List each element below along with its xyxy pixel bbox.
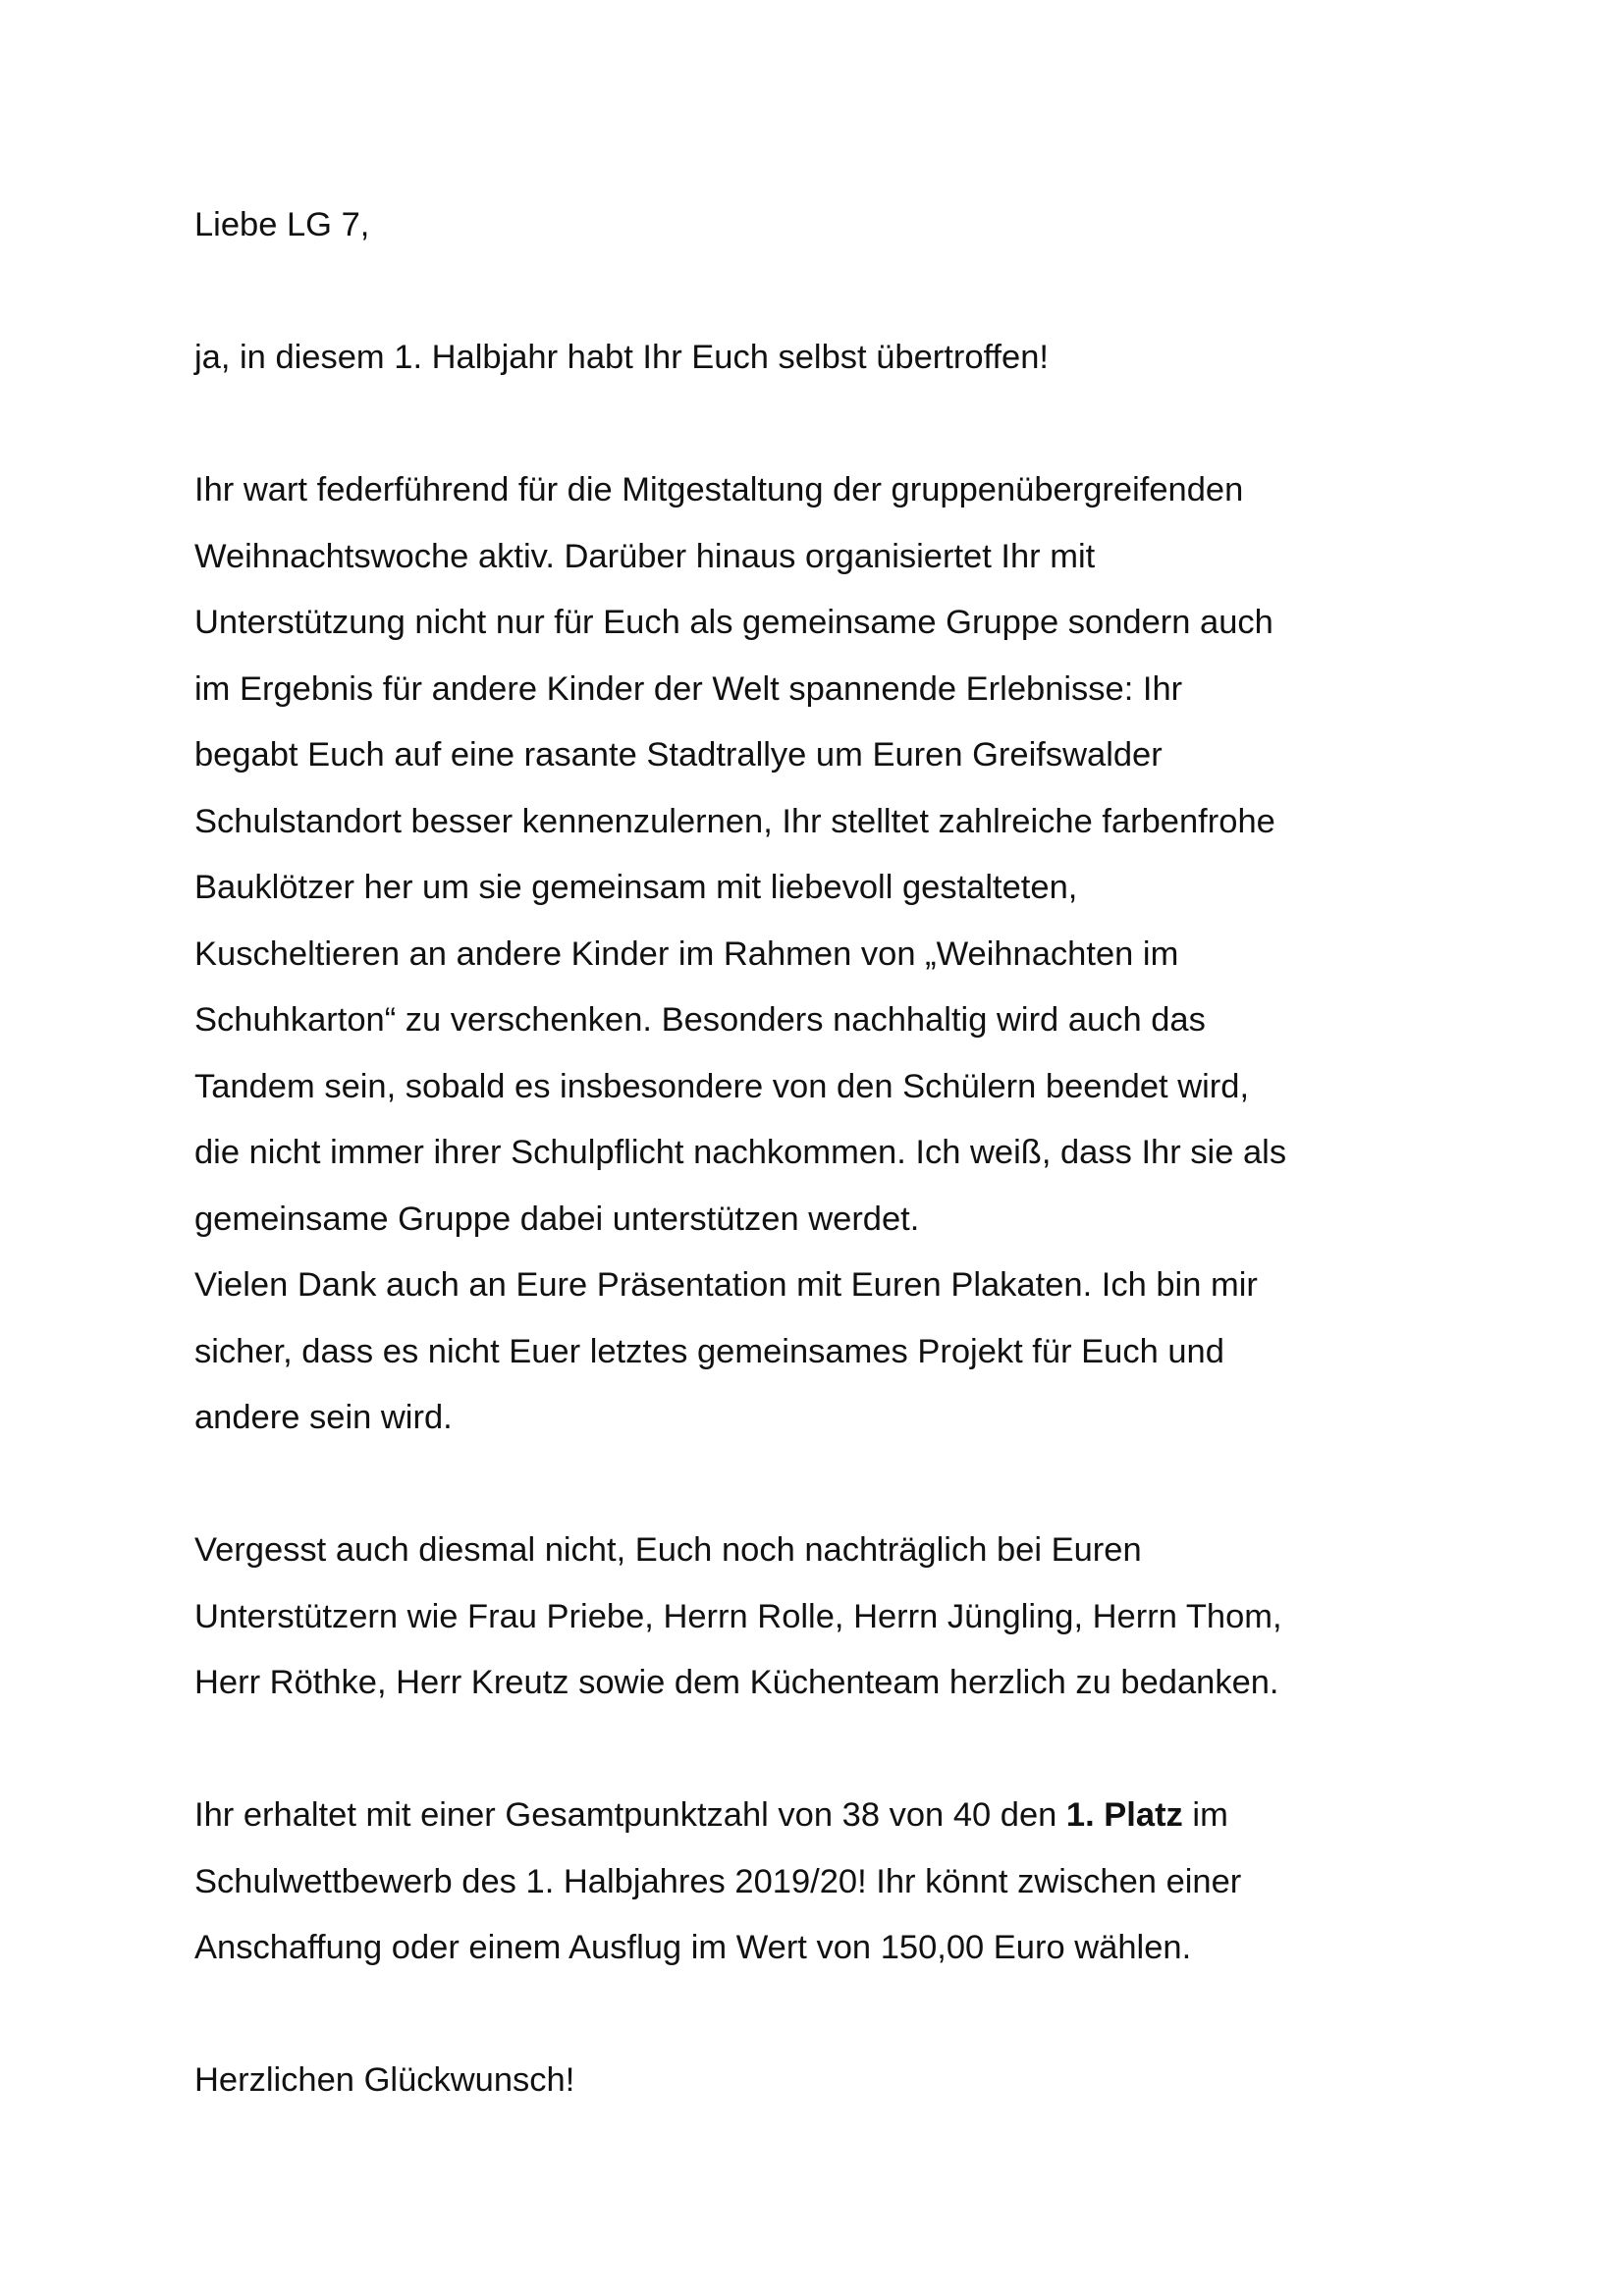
intro-paragraph — [194, 325, 1471, 392]
body-line: im Ergebnis für andere Kinder der Welt spannende Erlebnisse: Ihr — [194, 669, 1183, 708]
intro-line: ja, in diesem 1. Halbjahr habt Ihr Euch selbst übertroffen! — [194, 339, 1050, 376]
body-line: die nicht immer ihrer Schulpflicht nachkommen. Ich weiß, dass Ihr sie als — [194, 1134, 1287, 1171]
body-line: Unterstützung nicht nur für Euch als gemeinsame Gruppe sondern auch — [194, 604, 1273, 641]
body-line: Vielen Dank auch an Eure Präsentation mit Euren Plakaten. Ich bin mir — [194, 1266, 1258, 1304]
body-line: Ihr wart federführend für die Mitgestaltung der gruppenübergreifenden — [194, 471, 1244, 508]
thanks-line: Vergesst auch diesmal nicht, Euch noch nachträglich bei Euren — [194, 1531, 1142, 1569]
thanks-line: Herr Röthke, Herr Kreutz sowie dem Küchenteam herzlich zu bedanken. — [194, 1664, 1279, 1701]
result-paragraph — [194, 1783, 1471, 1982]
result-text-after: im — [1182, 1796, 1228, 1834]
closing — [194, 2048, 1471, 2114]
salutation — [194, 192, 1471, 259]
result-line-1 — [194, 1783, 1471, 1849]
body-line: Bauklötzer her um sie gemeinsam mit liebevoll gestalteten, — [194, 869, 1078, 906]
body-line: Tandem sein, sobald es insbesondere von den Schülern beendet wird, — [194, 1067, 1250, 1105]
body-paragraph — [194, 457, 1471, 1452]
thanks-line: Unterstützern wie Frau Priebe, Herrn Rolle, Herrn Jüngling, Herrn Thom, — [194, 1597, 1282, 1635]
result-text-before: Ihr erhaltet mit einer Gesamtpunktzahl von 38 von 40 den — [194, 1796, 1066, 1834]
placement-highlight: 1. Platz — [1065, 1796, 1183, 1834]
body-line: Kuscheltieren an andere Kinder im Rahmen von „Weihnachten im — [194, 934, 1179, 973]
body-line: Schuhkarton“ zu verschenken. Besonders nachhaltig wird auch das — [194, 1001, 1206, 1039]
body-line: begabt Euch auf eine rasante Stadtrallye um Euren Greifswalder — [194, 736, 1163, 774]
body-line: gemeinsame Gruppe dabei unterstützen werdet. — [194, 1200, 920, 1238]
body-line: Schulstandort besser kennenzulernen, Ihr stelltet zahlreiche farbenfrohe — [194, 802, 1275, 840]
letter-text — [194, 192, 1471, 2114]
result-line-2: Schulwettbewerb des 1. Halbjahres 2019/20! Ihr könnt zwischen einer — [194, 1862, 1242, 1900]
body-line: sicher, dass es nicht Euer letztes gemeinsames Projekt für Euch und — [194, 1332, 1224, 1370]
body-line: andere sein wird. — [194, 1399, 453, 1436]
closing-line: Herzlichen Glückwunsch! — [194, 2061, 575, 2099]
thanks-paragraph — [194, 1518, 1471, 1717]
result-line-3: Anschaffung oder einem Ausflug im Wert von 150,00 Euro wählen. — [194, 1929, 1192, 1966]
body-line: Weihnachtswoche aktiv. Darüber hinaus organisiertet Ihr mit — [194, 537, 1096, 575]
salutation-line: Liebe LG 7, — [194, 206, 370, 243]
